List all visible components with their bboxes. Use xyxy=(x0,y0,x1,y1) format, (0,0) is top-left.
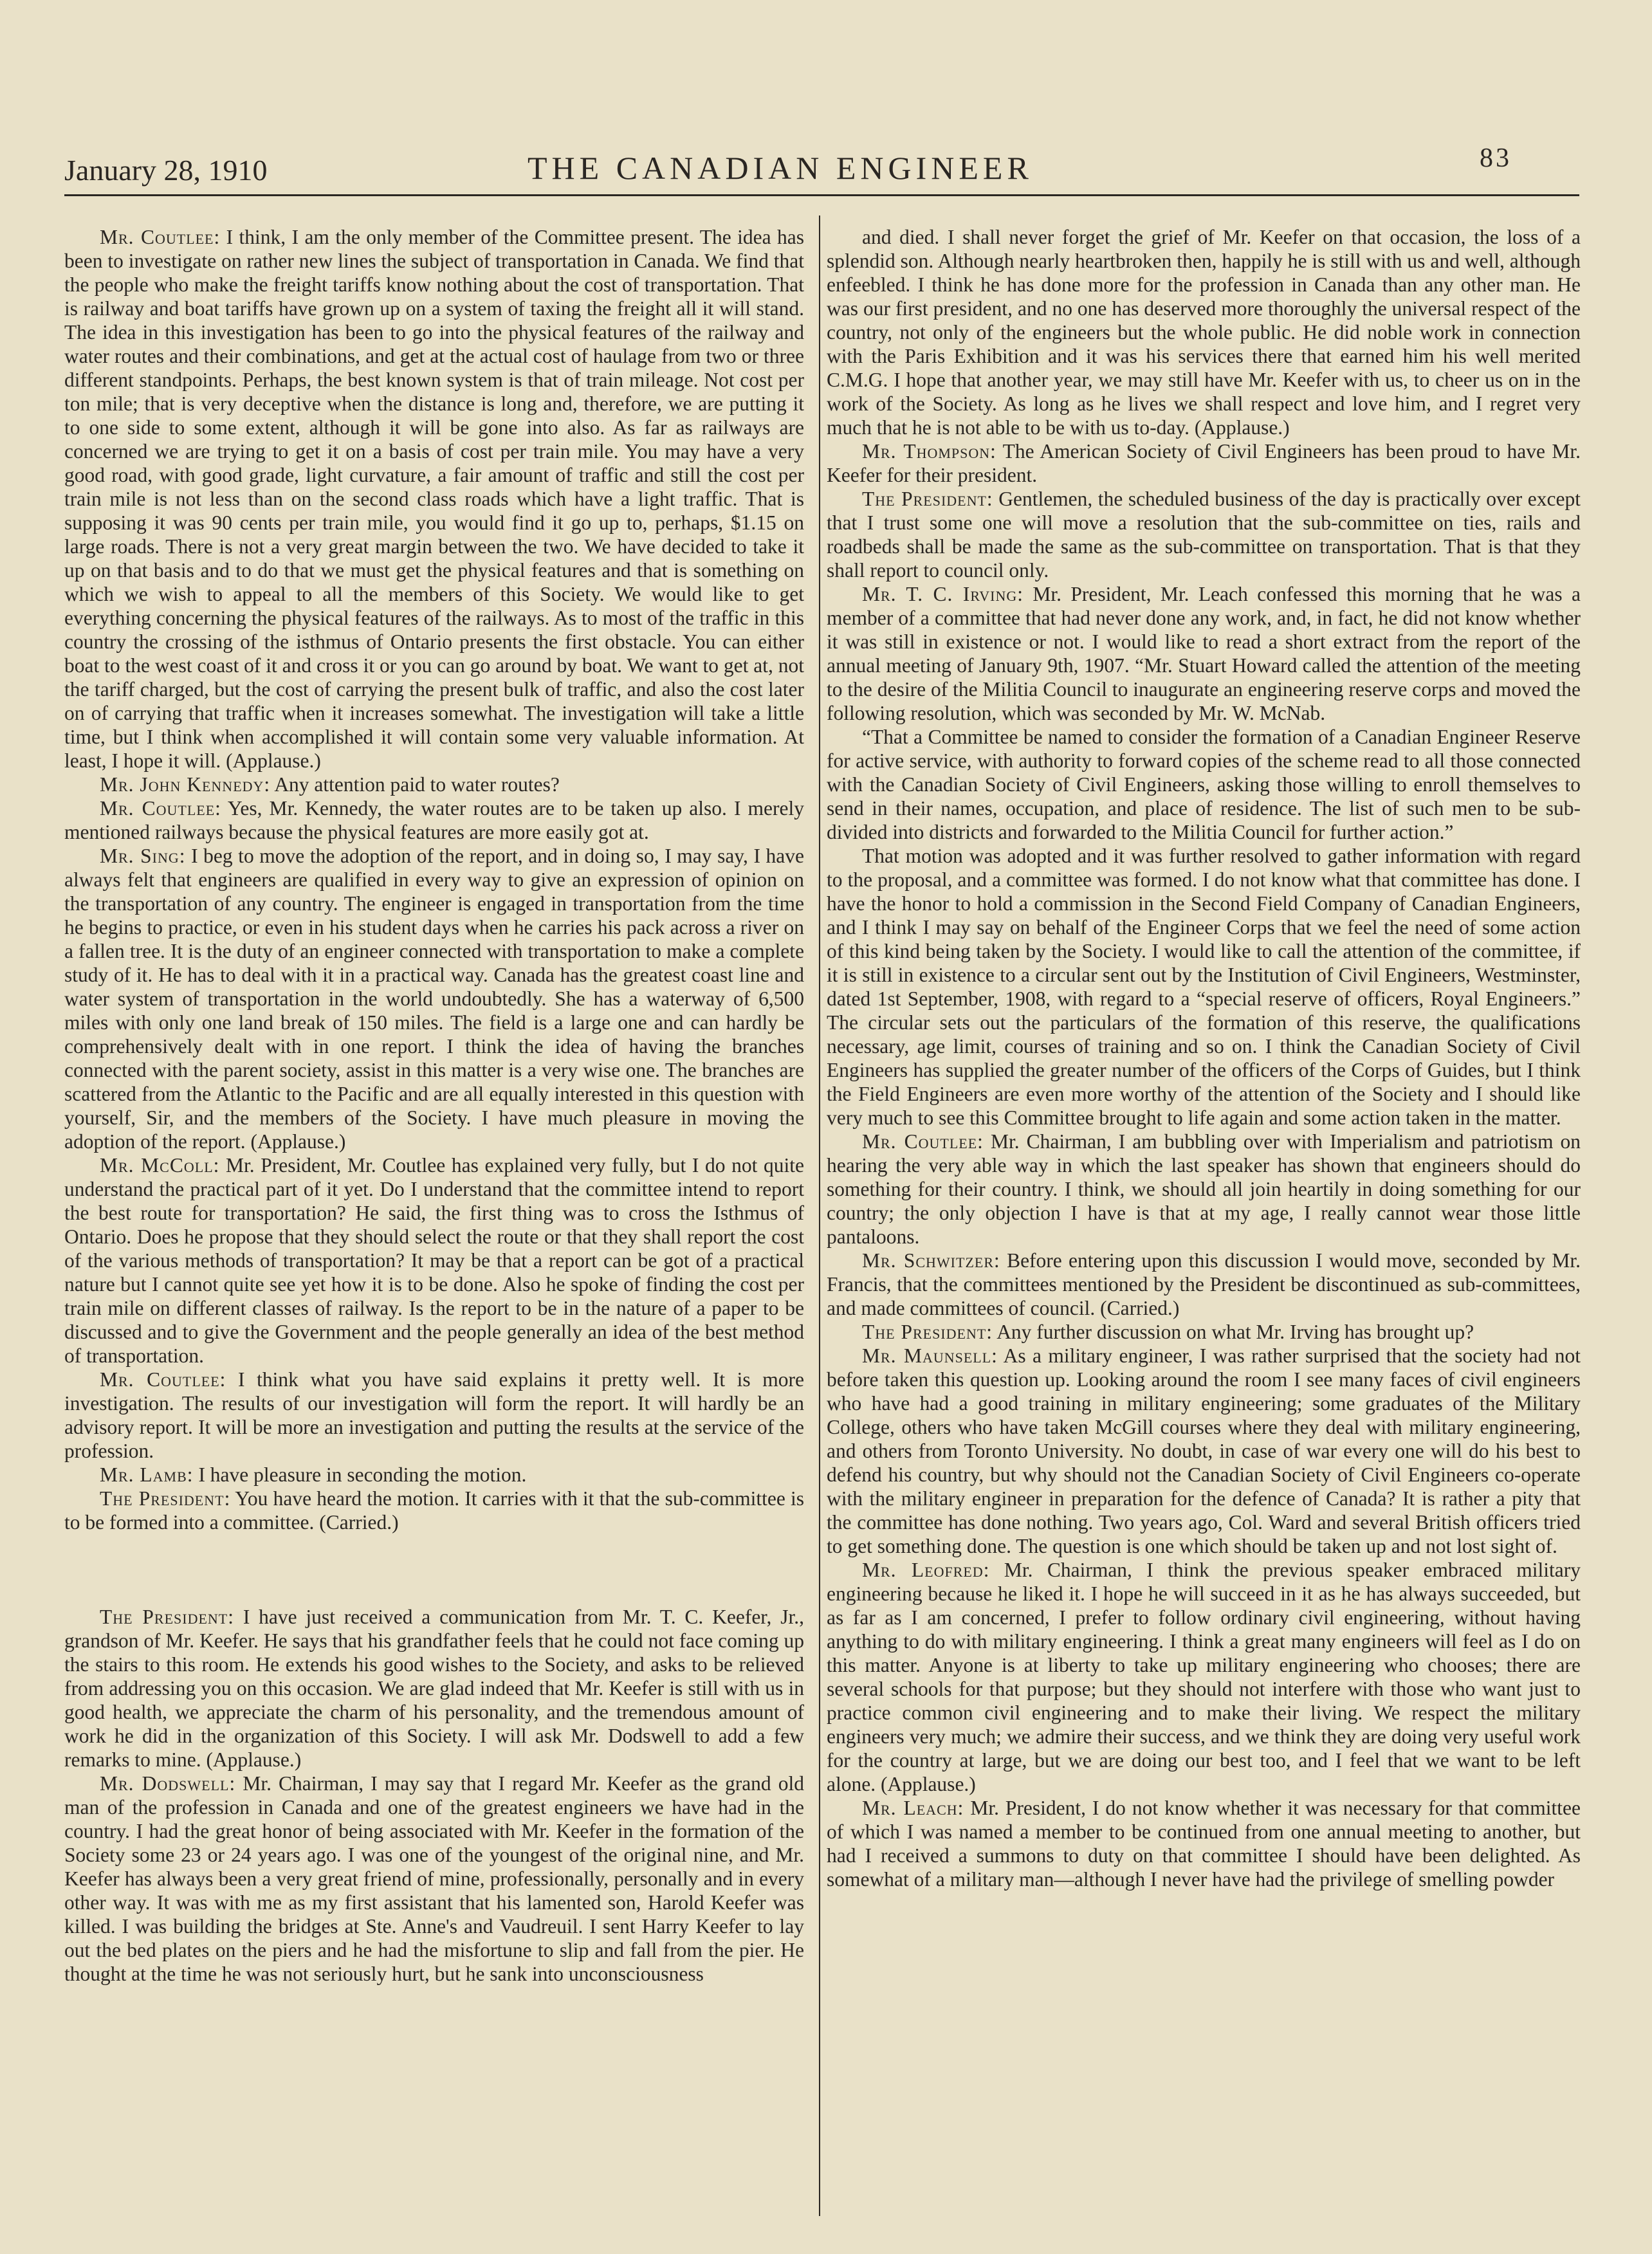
speaker-name: The President: xyxy=(862,1321,993,1343)
page-number: 83 xyxy=(1480,143,1512,173)
paragraph xyxy=(827,1130,1581,1249)
paragraph xyxy=(827,1249,1581,1320)
speech-text: Mr. Chairman, I think the previous speaker embraced military engineering because he liked it. I hope he will succeed in it as he has always succeeded, but as far as I am concerned, I prefer to follow ordinary civil engineering, without having anything to do with military engineering. I think a great many engineers will feel as I do on this matter. Anyone is at liberty to take up military engineering who chooses; there are several schools for that purpose; but they should not interfere with those who want just to practice common civil engineering and to make their living. We respect the military engineers very much; we admire their success, and we think they are doing very useful work for the country at large, but we are doing our best too, and I feel that we want to be left alone. (Applause.) xyxy=(827,1559,1581,1795)
speaker-name: Mr. T. C. Irving: xyxy=(862,583,1023,605)
column-divider xyxy=(819,215,820,2216)
paragraph xyxy=(827,225,1581,439)
paragraph xyxy=(64,844,804,1153)
paragraph xyxy=(827,582,1581,725)
speech-text: You have heard the motion. It carries with it that the sub-committee is to be formed into a committee. (Carried.) xyxy=(64,1487,804,1534)
section-gap xyxy=(64,1534,804,1605)
paragraph xyxy=(64,1772,804,1986)
paragraph xyxy=(64,1487,804,1534)
paragraph xyxy=(64,1153,804,1368)
speaker-name: Mr. John Kennedy: xyxy=(100,773,271,796)
speech-text: Mr. Chairman, I am bubbling over with Imperialism and patriotism on hearing the very able way in which the last speaker has shown that engineers should do something for their country. I think, we should all join heartily in doing something for our country; the only objection I have is that at my age, I really cannot wear those little pantaloons. xyxy=(827,1130,1581,1248)
paragraph xyxy=(827,844,1581,1130)
speech-text: “That a Committee be named to consider the formation of a Canadian Engineer Reserve for active service, with authority to forward copies of the scheme read to all those connected with the Canadian Society of Civil Engineers, asking those willing to enroll themselves to send in their names, occupation, and place of residence. The list of such men to be sub-divided into districts and forwarded to the Militia Council for further action.” xyxy=(827,726,1581,843)
speech-text: I beg to move the adoption of the report, and in doing so, I may say, I have always felt that engineers are qualified in every way to give an expression of opinion on the transportation of any country. The engineer is engaged in transportation from the time he begins to practice, or even in his student days when he carries his pack across a river on a fallen tree. It is the duty of an engineer connected with transportation to make a complete study of it. He has to deal with it in a practical way. Canada has the greatest coast line and water system of transportation in the world undoubtedly. She has a waterway of 6,500 miles with only one land break of 150 miles. The field is a large one and can hardly be comprehensively dealt with in one report. I think the idea of having the branches connected with the parent society, assist in this matter is a very wise one. The branches are scattered from the Atlantic to the Pacific and are all equally interested in this question with yourself, Sir, and the members of the Society. I have much pleasure in moving the adoption of the report. (Applause.) xyxy=(64,845,804,1153)
speaker-name: Mr. Coutlee: xyxy=(100,797,221,820)
paragraph xyxy=(64,796,804,844)
paragraph xyxy=(64,1368,804,1463)
speech-text: I have just received a communication from Mr. T. C. Keefer, Jr., grandson of Mr. Keefer. He says that his grandfather feels that he could not face coming up the stairs to this room. He extends his good wishes to the Society, and asks to be relieved from addressing you on this occasion. We are glad indeed that Mr. Keefer is still with us in good health, we appreciate the charm of his personality, and the tremendous amount of work he did in the organization of this Society. I will ask Mr. Dodswell to add a few remarks to mine. (Applause.) xyxy=(64,1606,804,1771)
speaker-name: Mr. Thompson: xyxy=(862,440,996,463)
speech-text: The American Society of Civil Engineers has been proud to have Mr. Keefer for their president. xyxy=(827,440,1581,486)
speaker-name: Mr. Dodswell: xyxy=(100,1772,236,1795)
left-column xyxy=(64,225,804,1986)
speaker-name: Mr. Schwitzer: xyxy=(862,1249,1000,1272)
right-column xyxy=(827,225,1581,1891)
paragraph xyxy=(827,1320,1581,1344)
speech-text: Yes, Mr. Kennedy, the water routes are to be taken up also. I merely mentioned railways because the physical features are more easily got at. xyxy=(64,797,804,843)
speech-text: I think, I am the only member of the Committee present. The idea has been to investigate on rather new lines the subject of transportation in Canada. We find that the people who make the freight tariffs know nothing about the cost of transportation. That is railway and boat tariffs have grown up on a system of taxing the freight all it will stand. The idea in this investigation has been to go into the physical features of the railway and water routes and their combinations, and get at the actual cost of haulage from two or three different standpoints. Perhaps, the best known system is that of train mileage. Not cost per ton mile; that is very deceptive when the distance is long and, therefore, we are putting it to one side to some extent, although it will be gone into also. As far as railways are concerned we are trying to get it on a basis of cost per train mile. You may have a very good road, with good grade, light curvature, a fair amount of traffic and still the cost per train mile is not less than on the second class roads which have a light traffic. That is supposing it was 90 cents per train mile, you would find it go up to, perhaps, $1.15 on large roads. There is not a very great margin between the two. We have decided to take it up on that basis and to do that we must get the physical features and that is something on which we wish to appeal to all the members of this Society. We would like to get everything concerning the physical features of the railways. As to most of the traffic in this country the crossing of the isthmus of Ontario presents the first obstacle. You can either boat to the west coast of it and cross it or you can go around by boat. We want to get at, not the tariff charged, but the cost of carrying the present bulk of traffic, and also the cost later on of carrying that traffic when it increases somewhat. The investigation will take a little time, but I think when accomplished it will contain some very valuable information. At least, I hope it will. (Applause.) xyxy=(64,226,804,772)
speaker-name: Mr. Coutlee: xyxy=(100,1368,226,1391)
speaker-name: Mr. Leofred: xyxy=(862,1559,990,1581)
header-rule xyxy=(64,194,1579,196)
speaker-name: Mr. Coutlee: xyxy=(862,1130,984,1153)
speech-text: Mr. President, Mr. Coutlee has explained very fully, but I do not quite understand the practical part of it yet. Do I understand that the committee intend to report the best route for transportation? He said, the first thing was to cross the Isthmus of Ontario. Does he propose that they should select the route or that they shall report the cost of the various methods of transportation? It may be that a report can be got of a practical nature but I cannot quite see yet how it is to be done. Also he spoke of finding the cost per train mile on different classes of railway. Is the report to be in the nature of a paper to be discussed and to give the Government and the people generally an idea of the best method of transportation. xyxy=(64,1154,804,1367)
paragraph xyxy=(64,1463,804,1487)
paragraph xyxy=(827,439,1581,487)
paragraph xyxy=(64,773,804,796)
paragraph xyxy=(827,487,1581,582)
paragraph xyxy=(64,225,804,773)
paragraph xyxy=(827,1796,1581,1891)
speech-text: Any attention paid to water routes? xyxy=(274,773,560,796)
speech-text: Before entering upon this discussion I would move, seconded by Mr. Francis, that the committees mentioned by the President be discontinued as sub-committees, and made committees of council. (Carried.) xyxy=(827,1249,1581,1319)
paragraph xyxy=(827,1558,1581,1796)
speech-text: As a military engineer, I was rather surprised that the society had not before taken this question up. Looking around the room I see many faces of civil engineers who have had a good training in military engineering; some graduates of the Military College, others who have taken McGill courses where they deal with military engineering, and others from Toronto University. No doubt, in case of war every one will do his best to defend his country, but why should not the Canadian Society of Civil Engineers co-operate with the military engineer in preparation for the defence of Canada? It is rather a pity that the committee has done nothing. Two years ago, Col. Ward and several British officers tried to get something done. The question is one which should be taken up and not lost sight of. xyxy=(827,1344,1581,1557)
speech-text: and died. I shall never forget the grief of Mr. Keefer on that occasion, the loss of a splendid son. Although nearly heartbroken then, happily he is still with us and well, although enfeebled. I think he has done more for the profession in Canada than any other man. He was our first president, and no one has deserved more thoroughly the universal respect of the country, not only of the engineers but the whole public. He did noble work in connection with the Paris Exhibition and it was his services there that earned him his well merited C.M.G. I hope that another year, we may still have Mr. Keefer with us, to cheer us on in the work of the Society. As long as he lives we shall respect and love him, and I regret very much that he is not able to be with us to-day. (Applause.) xyxy=(827,226,1581,439)
speech-text: That motion was adopted and it was further resolved to gather information with regard to the proposal, and a committee was formed. I do not know what that committee has done. I have the honor to hold a commission in the Second Field Company of Canadian Engineers, and I think I may say on behalf of the Engineer Corps that we feel the need of some action of this kind being taken by the Society. I would like to call the attention of the committee, if it is still in existence to a circular sent out by the Institution of Civil Engineers, Westminster, dated 1st September, 1908, with regard to a “special reserve of officers, Royal Engineers.” The circular sets out the particulars of the formation of this reserve, the qualifications necessary, age limit, courses of training and so on. I think the Canadian Society of Civil Engineers has supplied the greater number of the officers of the Corps of Guides, but I think the Field Engineers are even more worthy of the attention of the Society and I should like very much to see this Committee brought to life again and some action taken in the matter. xyxy=(827,845,1581,1129)
paragraph xyxy=(827,1344,1581,1558)
paragraph xyxy=(64,1605,804,1772)
paragraph xyxy=(827,725,1581,844)
speech-text: Mr. President, Mr. Leach confessed this morning that he was a member of a committee that had never done any work, and, in fact, he did not know whether it was still in existence or not. I would like to read a short extract from the report of the annual meeting of January 9th, 1907. “Mr. Stuart Howard called the attention of the meeting to the desire of the Militia Council to inaugurate an engineering reserve corps and moved the following resolution, which was seconded by Mr. W. McNab. xyxy=(827,583,1581,724)
speaker-name: The President: xyxy=(100,1606,234,1628)
speech-text: Any further discussion on what Mr. Irving has brought up? xyxy=(996,1321,1474,1343)
issue-date: January 28, 1910 xyxy=(64,154,268,187)
speaker-name: The President: xyxy=(100,1487,231,1510)
speaker-name: Mr. McColl: xyxy=(100,1154,220,1177)
journal-title: THE CANADIAN ENGINEER xyxy=(528,150,1033,186)
speech-text: Mr. President, I do not know whether it was necessary for that committee of which I was named a member to be continued from one annual meeting to another, but had I received a summons to duty on that committee I should have been delighted. As somewhat of a military man—although I never have had the privilege of smelling powder xyxy=(827,1797,1581,1891)
speaker-name: Mr. Maunsell: xyxy=(862,1344,998,1367)
speech-text: I think what you have said explains it pretty well. It is more investigation. The results of our investigation will form the report. It will hardly be an advisory report. It will be more an investigation and putting the results at the service of the profession. xyxy=(64,1368,804,1462)
speaker-name: Mr. Lamb: xyxy=(100,1463,194,1486)
speaker-name: Mr. Coutlee: xyxy=(100,226,221,248)
speaker-name: Mr. Sing: xyxy=(100,845,186,867)
speaker-name: The President: xyxy=(862,488,993,510)
speech-text: Mr. Chairman, I may say that I regard Mr. Keefer as the grand old man of the profession in Canada and one of the greatest engineers we have had in the country. I had the great honor of being associated with Mr. Keefer in the formation of the Society some 23 or 24 years ago. I was one of the youngest of the original nine, and Mr. Keefer has always been a very great friend of mine, professionally, personally and in every other way. It was with me as my first assistant that his lamented son, Harold Keefer was killed. I was building the bridges at Ste. Anne's and Vaudreuil. I sent Harry Keefer to lay out the bed plates on the piers and he had the misfortune to slip and fall from the pier. He thought at the time he was not seriously hurt, but he sank into unconsciousness xyxy=(64,1772,805,1985)
speech-text: Gentlemen, the scheduled business of the day is practically over except that I trust some one will move a resolution that the sub-committee on ties, rails and roadbeds shall be made the same as the sub-committee on transportation. That is that they shall report to council only. xyxy=(827,488,1581,582)
speech-text: I have pleasure in seconding the motion. xyxy=(198,1463,527,1486)
speaker-name: Mr. Leach: xyxy=(862,1797,964,1819)
